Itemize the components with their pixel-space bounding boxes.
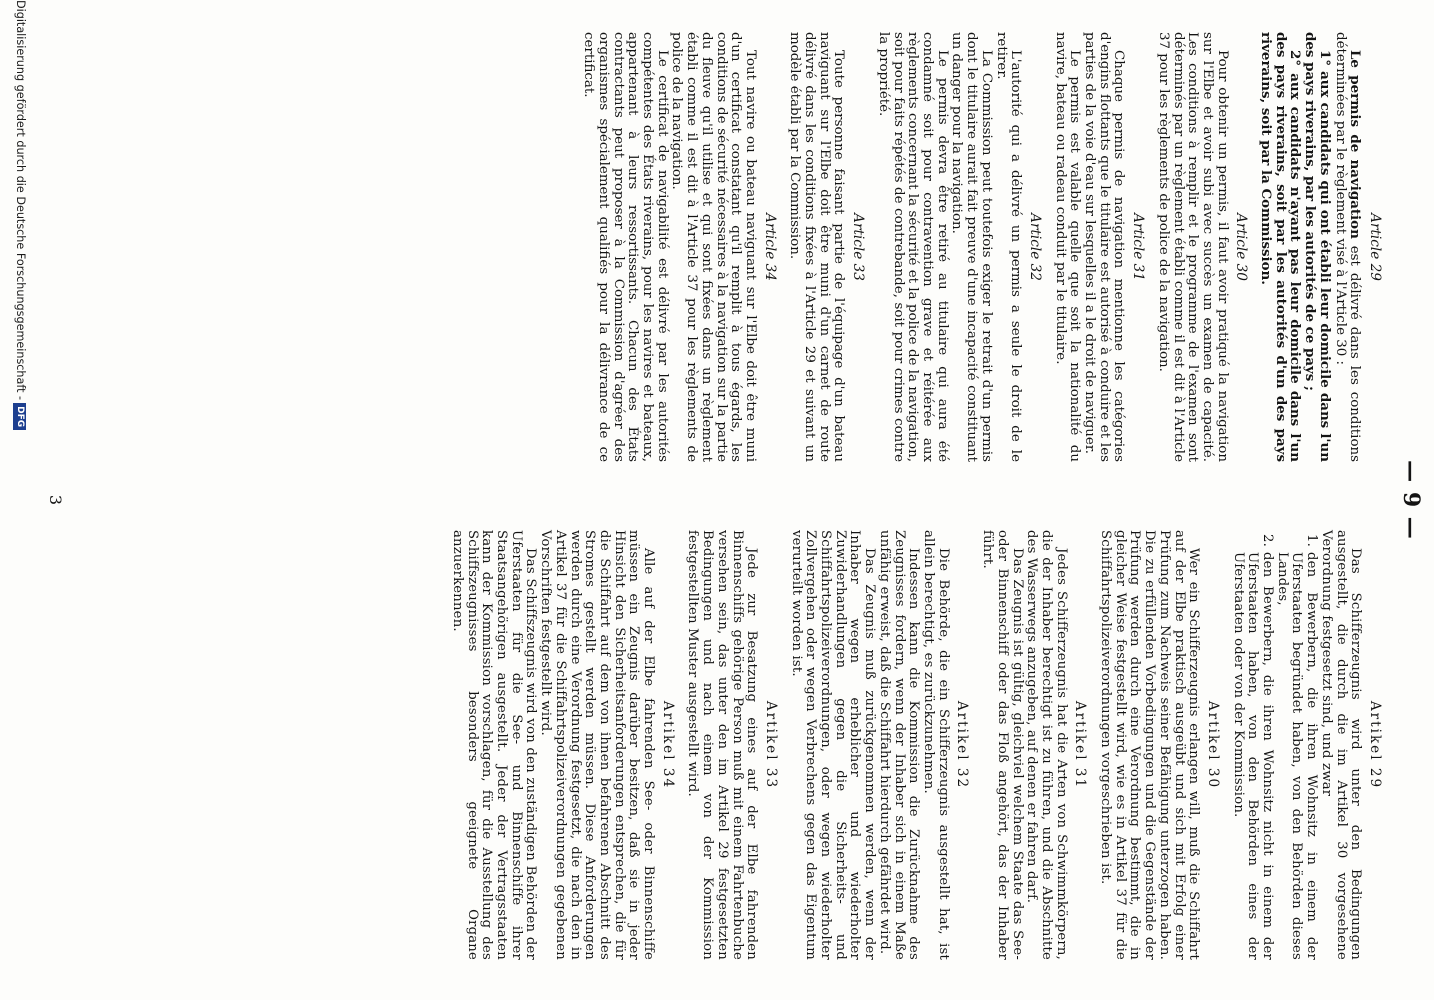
article-paragraph [1332,32,1362,462]
german-article-31 [979,530,1087,960]
article-heading: Article 30 [1233,213,1250,281]
article-paragraph: Chaque permis de navigation mentionne les catégories d'engins flottants que le titulaire est autorisé à conduire et les parties de la voie d'eau sur lesquelles il a le droit de naviguer. [1082,32,1127,462]
sheet-signature-marker: 3 [46,494,65,506]
article-paragraph: Das Zeugnis ist gültig, gleichviel welchem Staate das See- oder Binnenschiff oder das Floß angehört, das der Inhaber führt. [980,530,1025,960]
article-paragraph: Le certificat de navigabilité est délivré par les autorités compétentes des États riverains, pour les navires et bateaux, appartenant à leurs ressortissants. Chacun des États contractants peut proposer à la Commission d'agréer des organismes spécialement qualifiés pour la délivrance de ce certificat. [581,32,670,462]
page-number: — 9 — [1398,460,1424,540]
article-heading: Artikel 34 [659,700,676,790]
article-heading: Article 32 [1026,213,1043,281]
list-item-text: den Bewerbern, die ihren Wohnsitz in einem der Uferstaaten begründet haben, von den Behörden dieses Landes, [1274,552,1320,960]
digitization-credit-text: Digitalisierung gefördert durch die Deutsche Forschungsgemeinschaft - [14,0,27,401]
german-article-30 [1097,530,1220,960]
article-paragraph: Jedes Schifferzeugnis hat die Arten von Schwimmkörpern, die der Inhaber berechtigt ist zu führen, und die Abschnitte des Wasserwegs anzugeben, auf denen er fahren darf. [1024,530,1069,960]
article-paragraph: Le permis devra être retiré au titulaire qui aura été condamné soit pour contravention grave et réitérée aux règlements concernant la sécurité et la police de la navigation, soit pour faits répétés de contrebande, soit pour crimes contre la propriété. [875,32,950,462]
list-item [1274,530,1318,960]
list-item-text: den Bewerbern, die ihren Wohnsitz nicht in einem der Uferstaaten haben, von den Behörden eines der Uferstaaten oder von der Kommission. [1230,552,1276,960]
article-paragraph: Pour obtenir un permis, il faut avoir pratiqué la navigation sur l'Elbe et avoir subi avec succès un examen de capacité. Les conditions à remplir et le programme de l'examen sont déterminés par un règlement établi comme il est dit à l'Article 37 pour les règlements de police de la navigation. [1155,32,1230,462]
article-paragraph: 1° aux candidats qui ont établi leur domicile dans l'un des pays riverains, par les autorités de ce pays ; [1302,32,1333,462]
french-article-29 [1258,32,1382,462]
german-article-34 [449,530,675,960]
article-heading: Article 31 [1130,213,1147,281]
article-heading: Artikel 31 [1072,700,1089,790]
french-text-column [150,32,1382,462]
article-heading: Article 29 [1367,213,1383,281]
article-paragraph: Wer ein Schifferzeugnis erlangen will, muß die Schiffahrt auf der Elbe praktisch ausgeübt und sich mit Erfolg einer Prüfung zum Nachweis seiner Befähigung unterzogen haben. Die zu erfüllenden Vorbedingungen und die Gegenstände der Prüfung werden durch eine Verordnung bestimmt, die in gleicher Weise festgestellt wird, wie es in Artikel 37 für die Schiffahrtspolizeiverordnungen vorgeschrieben ist. [1098,530,1202,960]
article-heading: Artikel 33 [762,700,779,790]
dfg-logo: DFG [14,403,27,430]
french-article-30 [1155,32,1248,462]
paragraph-text: est délivré dans les conditions déterminées par le règlement visé à l'Article 30 : [1332,32,1363,463]
french-article-31 [1052,32,1145,462]
list-marker: 1. [1304,534,1320,547]
article-heading: Artikel 30 [1204,700,1221,790]
article-paragraph: Jede zur Besatzung eines auf der Elbe fahrenden Binnenschiffs gehörige Person muß mit einem Fahrtenbuche versehen sein, das unter den im Artikel 29 festgesetzten Bedingungen und nach einem von der Kommission festgestellten Muster ausgestellt wird. [685,530,760,960]
article-paragraph: La Commission peut toutefois exiger le retrait d'un permis dont le titulaire aurait fait preuve d'une incapacité constituant un danger pour la navigation. [949,32,994,462]
bold-term: Le permis de navigation [1347,50,1364,239]
article-paragraph: Indessen kann die Kommission die Zurücknahme des Zeugnisses fordern, wenn der Inhaber sich in einem Maße unfähig erweist, daß die Schiffahrt hierdurch gefährdet wird. [876,530,922,960]
german-article-29 [1230,530,1382,960]
article-heading: Artikel 32 [954,700,971,790]
german-text-column [150,530,1382,960]
article-paragraph: Das Schiffszeugnis wird von den zuständigen Behörden der Uferstaaten für die See- und Binnenschiffe ihrer Staatsangehörigen ausgestellt. Jeder der Vertragsstaaten kann der Kommission vorschlagen, für die Ausstellung des Schiffszeugnisses besonders geeignete Organe anzuerkennen. [449,530,539,960]
article-heading: Article 33 [850,213,867,281]
article-paragraph: Das Zeugnis muß zurückgenommen werden, wenn der Inhaber wegen erheblicher und wiederholter Zuwiderhandlungen gegen die Sicherheits- und Schiffahrtspolizeiverordnungen, oder wegen wiederholter Zollvergehen oder wegen Verbrechens gegen das Eigentum verurteilt worden ist. [788,530,878,960]
article-paragraph: 2° aux candidats n'ayant pas leur domicile dans l'un des pays riverains, soit par les autorités d'un des pays riverains, soit par la Commission. [1258,32,1304,462]
list-marker: 2. [1260,534,1276,547]
french-article-32 [875,32,1042,462]
french-article-33 [787,32,866,462]
german-article-33 [685,530,778,960]
article-paragraph: Tout navire ou bateau naviguant sur l'Elbe doit être muni d'un certificat constatant qu'il remplit à tous égards, les conditions de sécurité nécessaires à la navigation sur la partie du fleuve qu'il utilise et qui sont fixées dans un règlement établi comme il est dit à l'Article 37 pour les règlements de police de la navigation. [669,32,758,462]
article-paragraph: Toute personne faisant partie de l'équipage d'un bateau naviguant sur l'Elbe doit être muni d'un carnet de route délivré dans les conditions fixées à l'Article 29 et suivant un modèle établi par la Commission. [787,32,847,462]
german-article-32 [788,530,969,960]
list-item [1230,530,1274,960]
article-paragraph: L'autorité qui a délivré un permis a seule le droit de le retirer. [993,32,1024,462]
article-paragraph: Alle auf der Elbe fahrenden See- oder Binnenschiffe müssen ein Zeugnis darüber besitzen, daß sie in jeder Hinsicht den Sicherheitsanforderungen entsprechen, die für die Schiffahrt auf dem von ihnen befahrenen Abschnitt des Stromes gestellt werden müssen. Diese Anforderungen werden durch eine Verordnung festgesetzt, die nach den in Artikel 37 für die Schiffahrtspolizeiverordnungen gegebenen Vorschriften festgestellt wird. [538,530,657,960]
french-article-34 [581,32,777,462]
article-paragraph: Die Behörde, die ein Schifferzeugnis ausgestellt hat, ist allein berechtigt, es zurückzunehmen. [921,530,951,960]
article-paragraph: Le permis est valable quelle que soit la nationalité du navire, bateau ou radeau conduit par le titulaire. [1052,32,1083,462]
article-heading: Article 34 [761,213,778,281]
article-heading: Artikel 29 [1367,700,1383,790]
article-paragraph: Das Schifferzeugnis wird unter den Bedingungen ausgestellt, die durch die im Artikel 30 vorgesehene Verordnung festgesetzt sind, und zwar [1318,530,1364,960]
digitization-credit [14,0,28,430]
